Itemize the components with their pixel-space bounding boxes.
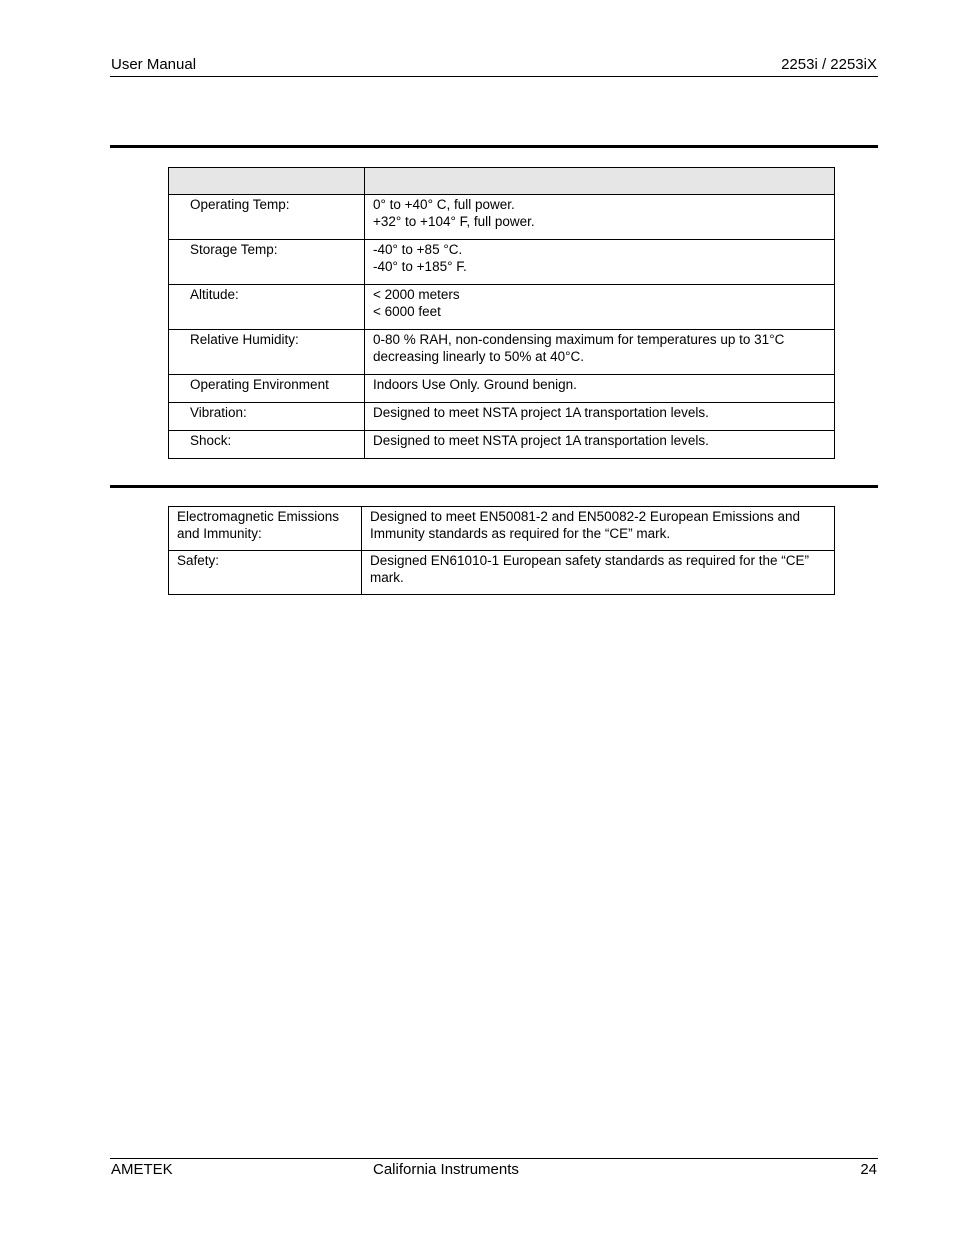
row-value: 0° to +40° C, full power. +32° to +104° F, full power. [365, 195, 835, 240]
row-value: Designed to meet NSTA project 1A transportation levels. [365, 431, 835, 459]
row-value: Designed EN61010-1 European safety standards as required for the “CE” mark. [362, 551, 835, 595]
row-label: Vibration: [169, 403, 365, 431]
regulatory-table [168, 506, 835, 595]
row-label: Electromagnetic Emissions and Immunity: [169, 507, 362, 551]
row-value: Indoors Use Only. Ground benign. [365, 375, 835, 403]
section-rule-regulatory [110, 485, 878, 488]
table-header-row [169, 168, 835, 195]
row-label: Operating Environment [169, 375, 365, 403]
header-title: User Manual [111, 56, 197, 73]
table-header-cell [169, 168, 365, 195]
row-label: Storage Temp: [169, 240, 365, 285]
footer-rule [110, 1158, 878, 1159]
table-row [169, 285, 835, 330]
row-value: Designed to meet EN50081-2 and EN50082-2 European Emissions and Immunity standards as required for the “CE” mark. [362, 507, 835, 551]
row-value: -40° to +85 °C. -40° to +185° F. [365, 240, 835, 285]
row-label: Operating Temp: [169, 195, 365, 240]
section-rule-environmental [110, 145, 878, 148]
footer-division: California Instruments [373, 1161, 519, 1178]
row-label: Relative Humidity: [169, 330, 365, 375]
environmental-table [168, 167, 835, 459]
row-value: Designed to meet NSTA project 1A transportation levels. [365, 403, 835, 431]
header-model: 2253i / 2253iX [781, 56, 877, 73]
table-row [169, 431, 835, 459]
table-row [169, 551, 835, 595]
table-row [169, 375, 835, 403]
header-rule [110, 76, 878, 77]
page-number: 24 [860, 1161, 877, 1178]
row-label: Shock: [169, 431, 365, 459]
row-value: < 2000 meters < 6000 feet [365, 285, 835, 330]
table-row [169, 507, 835, 551]
row-value: 0-80 % RAH, non-condensing maximum for temperatures up to 31°C decreasing linearly to 50% at 40°C. [365, 330, 835, 375]
footer-company: AMETEK [111, 1161, 173, 1178]
table-row [169, 330, 835, 375]
table-row [169, 240, 835, 285]
table-header-cell [365, 168, 835, 195]
table-row [169, 195, 835, 240]
table-row [169, 403, 835, 431]
row-label: Safety: [169, 551, 362, 595]
row-label: Altitude: [169, 285, 365, 330]
